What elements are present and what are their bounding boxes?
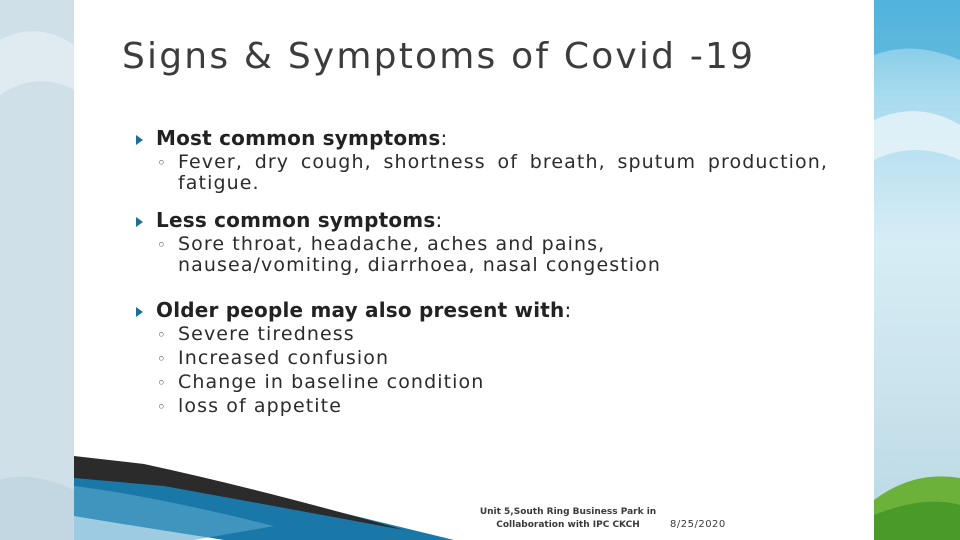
- circle-bullet-icon: ◦: [157, 350, 167, 368]
- section-heading: Most common symptoms: [156, 126, 441, 150]
- section-most-common: [134, 126, 834, 194]
- sub-list: [134, 324, 834, 417]
- section-heading-row: [134, 126, 834, 152]
- heading-colon: :: [440, 126, 448, 150]
- heading-colon: :: [435, 208, 443, 232]
- circle-bullet-icon: ◦: [157, 374, 167, 392]
- arrow-bullet-icon: [136, 217, 143, 227]
- section-older-people: [134, 298, 834, 417]
- heading-colon: :: [564, 298, 572, 322]
- list-item: [157, 323, 834, 345]
- list-item: [157, 233, 738, 276]
- list-item-text: Sore throat, headache, aches and pains, nausea/vomiting, diarrhoea, nasal congestion: [178, 233, 662, 276]
- section-less-common: [134, 208, 834, 276]
- footer-line-1: Unit 5,South Ring Business Park in: [479, 507, 657, 517]
- list-item-text: Fever, dry cough, shortness of breath, sputum production, fatigue.: [178, 151, 828, 194]
- list-item: [157, 347, 834, 369]
- slide-content: [134, 126, 834, 431]
- circle-bullet-icon: ◦: [157, 236, 167, 254]
- circle-bullet-icon: ◦: [157, 398, 167, 416]
- slide-canvas: [74, 0, 874, 540]
- background-right-art: [874, 0, 960, 540]
- circle-bullet-icon: ◦: [157, 154, 167, 172]
- footer-date: 8/25/2020: [670, 519, 726, 530]
- footer-swoosh-graphic: [74, 456, 454, 540]
- section-heading: Older people may also present with: [156, 298, 565, 322]
- list-item-text: loss of appetite: [178, 395, 343, 417]
- section-heading-row: [134, 298, 834, 324]
- footer-organization: [468, 506, 668, 532]
- list-item: [157, 371, 834, 393]
- list-item-text: Change in baseline condition: [178, 371, 485, 393]
- background-left-panel: [0, 0, 74, 540]
- circle-bullet-icon: ◦: [157, 326, 167, 344]
- sub-list: [134, 234, 834, 276]
- arrow-bullet-icon: [136, 307, 143, 317]
- list-item: [157, 395, 834, 417]
- section-heading: Less common symptoms: [156, 208, 436, 232]
- list-item: [157, 151, 828, 194]
- slide-title: Signs & Symptoms of Covid -19: [122, 36, 756, 77]
- section-heading-row: [134, 208, 834, 234]
- background-left-art: [0, 0, 74, 540]
- arrow-bullet-icon: [136, 135, 143, 145]
- background-right-panel: [874, 0, 960, 540]
- footer-line-2: Collaboration with IPC CKCH: [496, 520, 640, 530]
- list-item-text: Severe tiredness: [178, 323, 355, 345]
- list-item-text: Increased confusion: [178, 347, 390, 369]
- sub-list: [134, 152, 834, 194]
